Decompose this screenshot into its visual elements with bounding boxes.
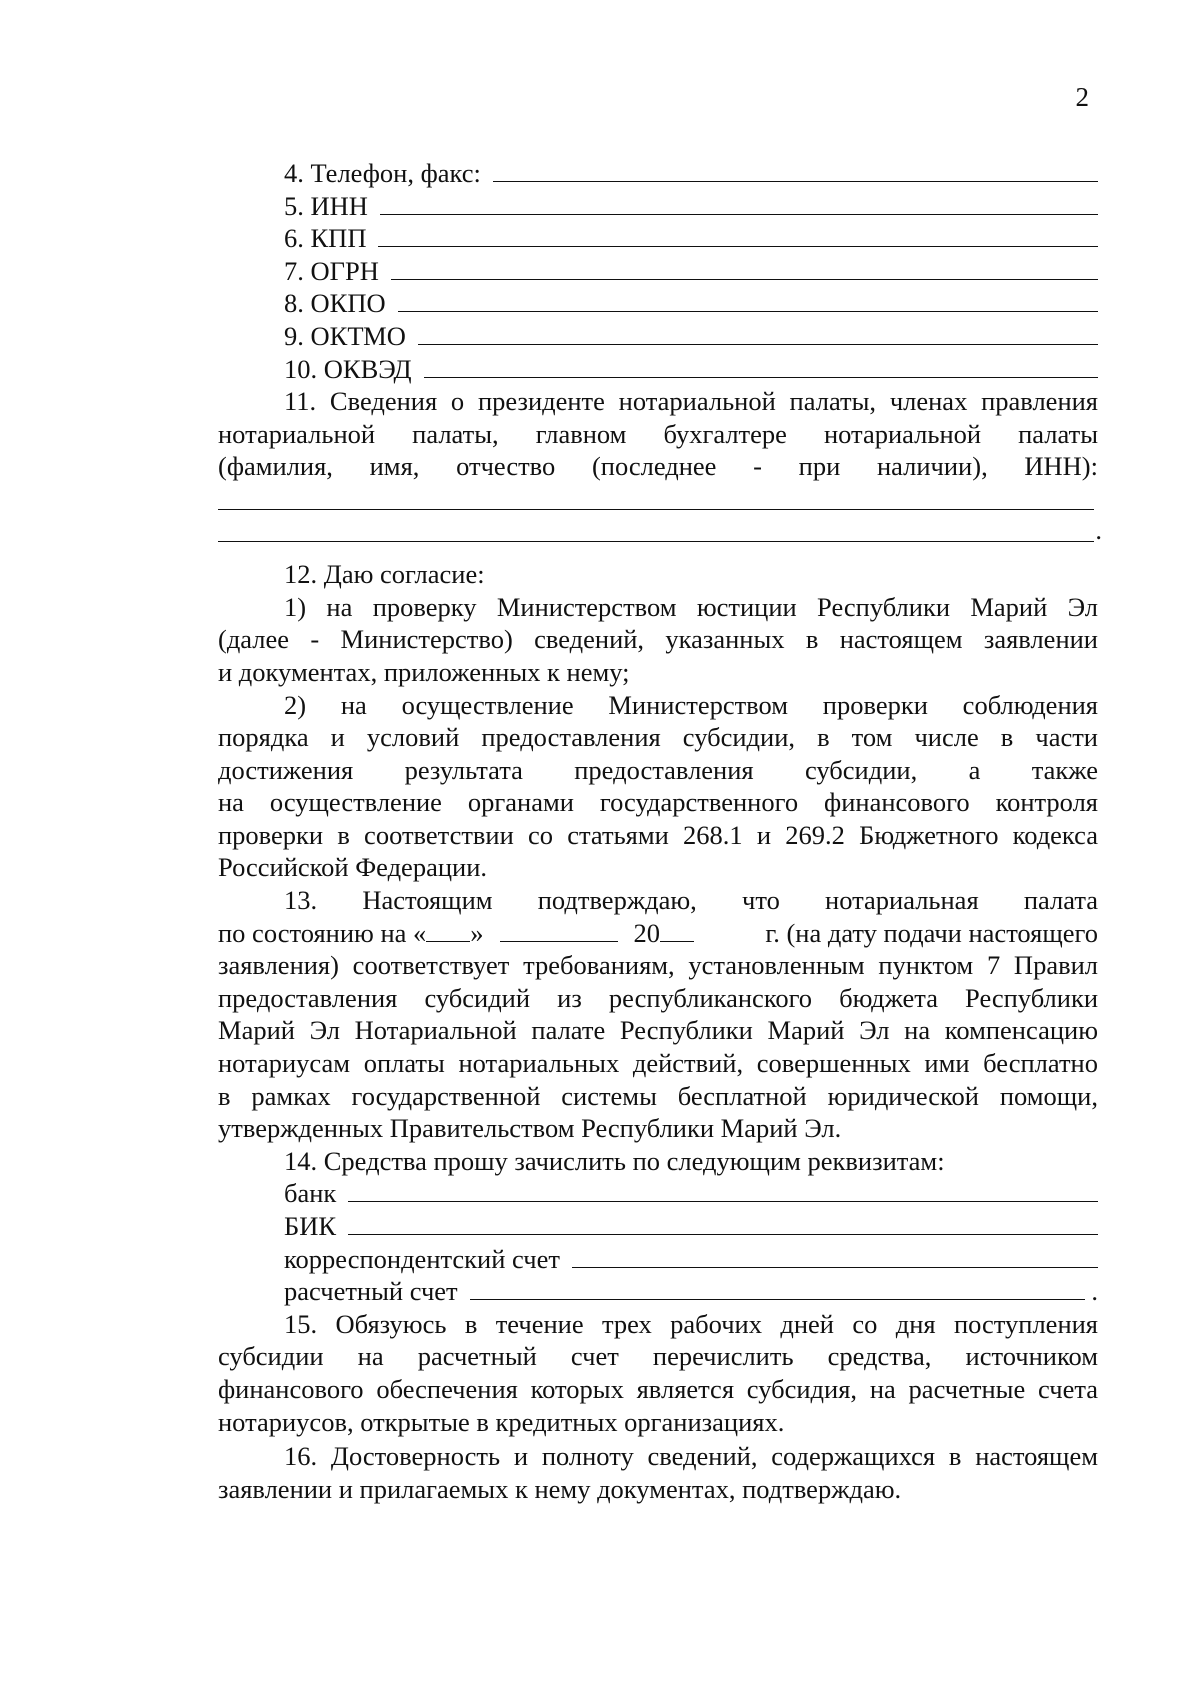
item-13-line: заявления) соответствует требованиям, установленным пунктом 7 Правил	[218, 950, 1098, 981]
year-prefix: 20	[633, 917, 661, 948]
year-blank[interactable]	[660, 919, 694, 942]
item-16-line: заявлении и прилагаемых к нему документах, подтверждаю.	[218, 1473, 902, 1504]
item-16-line: 16. Достоверность и полноту сведений, содержащихся в настоящем	[284, 1441, 1098, 1472]
kpp-field	[218, 222, 1098, 255]
fill-in-line[interactable]	[398, 287, 1098, 312]
item-14-title: 14. Средства прошу зачислить по следующим реквизитам:	[284, 1145, 945, 1176]
bik-field	[218, 1210, 1098, 1243]
oktmo-field	[218, 320, 1098, 353]
settlement-account-field	[218, 1275, 1098, 1308]
item-15-line: нотариусов, открытые в кредитных организациях.	[218, 1406, 785, 1437]
item-12-p2-line: порядка и условий предоставления субсидии, в том числе в части	[218, 722, 1098, 753]
corr-account-field	[218, 1243, 1098, 1276]
fill-in-line[interactable]	[378, 222, 1098, 247]
field-label: 8. ОКПО	[284, 288, 386, 319]
page-number: 2	[1075, 82, 1089, 112]
item-11-fill-line-2[interactable]	[218, 514, 1102, 549]
field-label: 9. ОКТМО	[284, 320, 406, 351]
item-12-p2-line: 2) на осуществление Министерством проверки соблюдения	[284, 689, 1098, 720]
item-12-p1-line: (далее - Министерство) сведений, указанных в настоящем заявлении	[218, 624, 1098, 655]
fill-in-line[interactable]	[493, 157, 1098, 182]
fill-in-line[interactable]	[348, 1210, 1098, 1235]
item-13-line-1: 13. Настоящим подтверждаю, что нотариальная палата	[284, 885, 1098, 916]
fill-in-line[interactable]	[418, 320, 1098, 345]
fill-in-line[interactable]	[572, 1243, 1098, 1268]
date-suffix: г. (на дату подачи настоящего	[765, 917, 1098, 948]
item-12-p1-line: и документах, приложенных к нему;	[218, 656, 630, 687]
date-quote-close: »	[470, 917, 484, 948]
fill-in-line[interactable]	[470, 1275, 1086, 1300]
field-label: 10. ОКВЭД	[284, 353, 412, 384]
item-11-line-3: (фамилия, имя, отчество (последнее - при наличии), ИНН):	[218, 451, 1098, 482]
item-12-p2-line: достижения результата предоставления субсидии, а также	[218, 754, 1098, 785]
okpo-field	[218, 287, 1098, 320]
field-label: расчетный счет	[284, 1276, 458, 1307]
item-15-line: финансового обеспечения которых является субсидия, на расчетные счета	[218, 1373, 1098, 1404]
bank-field	[218, 1177, 1098, 1210]
item-11-end-period: .	[1095, 514, 1102, 545]
fill-in-line[interactable]	[348, 1177, 1098, 1202]
okved-field	[218, 353, 1098, 386]
field-label: банк	[284, 1178, 337, 1209]
field-label: БИК	[284, 1211, 337, 1241]
item-11-line-1: 11. Сведения о президенте нотариальной палаты, членах правления	[284, 386, 1098, 417]
item-12-p2-line: проверки в соответствии со статьями 268.1 и 269.2 Бюджетного кодекса	[218, 819, 1098, 850]
item-11-line-2: нотариальной палаты, главном бухгалтере нотариальной палаты	[218, 418, 1098, 449]
item-11-fill-line-1[interactable]	[218, 483, 1098, 516]
item-15-line: 15. Обязуюсь в течение трех рабочих дней со дня поступления	[284, 1308, 1098, 1339]
inn-field	[218, 190, 1098, 223]
phone-fax-field	[218, 157, 1098, 190]
field-label: 5. ИНН	[284, 190, 368, 221]
fill-in-line[interactable]	[424, 353, 1098, 378]
month-blank[interactable]	[500, 919, 618, 942]
item-13-line: утвержденных Правительством Республики Марий Эл.	[218, 1113, 842, 1144]
field-label: 6. КПП	[284, 223, 367, 254]
field-label: 4. Телефон, факс:	[284, 158, 481, 188]
item-13-line: Марий Эл Нотариальной палате Республики Марий Эл на компенсацию	[218, 1015, 1098, 1046]
item-14-end-period: .	[1091, 1276, 1098, 1307]
item-12-title: 12. Даю согласие:	[284, 559, 485, 590]
field-label: 7. ОГРН	[284, 255, 379, 286]
date-prefix: по состоянию на «	[218, 917, 427, 948]
item-13-line: нотариусам оплаты нотариальных действий, совершенных ими бесплатно	[218, 1048, 1098, 1079]
item-13-line: в рамках государственной системы бесплатной юридической помощи,	[218, 1080, 1098, 1111]
item-12-p2-line: на осуществление органами государственного финансового контроля	[218, 787, 1098, 818]
field-label: корреспондентский счет	[284, 1243, 560, 1274]
item-13-date-line	[218, 917, 1098, 950]
fill-in-line[interactable]	[380, 190, 1098, 215]
day-blank[interactable]	[426, 919, 470, 942]
document-body	[218, 157, 1102, 1505]
fill-in-line[interactable]	[391, 255, 1098, 280]
item-12-p1-line: 1) на проверку Министерством юстиции Республики Марий Эл	[284, 591, 1098, 622]
item-15-line: субсидии на расчетный счет перечислить средства, источником	[218, 1341, 1098, 1372]
item-12-p2-line: Российской Федерации.	[218, 852, 487, 883]
item-13-line: предоставления субсидий из республиканского бюджета Республики	[218, 982, 1098, 1013]
ogrn-field	[218, 255, 1098, 288]
